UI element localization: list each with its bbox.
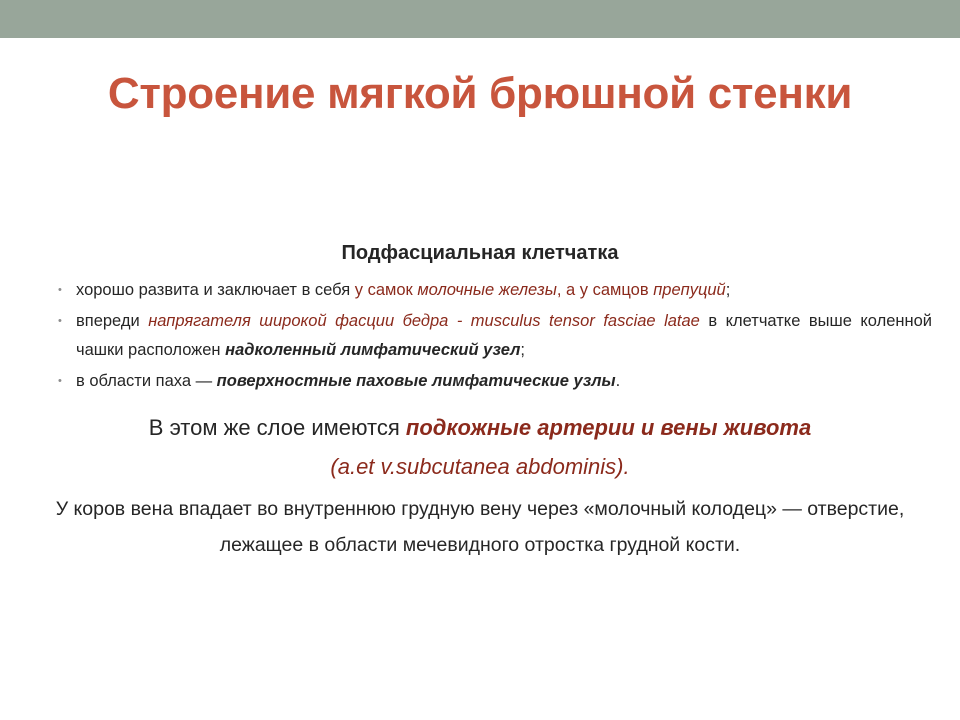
bullet-dot-icon: • (58, 284, 62, 296)
slide-title: Строение мягкой брюшной стенки (107, 69, 853, 118)
list-item (58, 276, 932, 305)
text-run: . (615, 372, 621, 390)
text-run: хорошо развита и заключает в себя (76, 281, 355, 299)
text-run-bold-italic: поверхностные паховые лимфатические узлы (216, 372, 616, 390)
bullet-list (58, 276, 932, 398)
text-run: ; (725, 281, 731, 299)
text-run-accent-italic: напрягателя широкой фасции бедра - musculus tensor fasciae latae (148, 312, 700, 330)
layer-statement (0, 412, 960, 444)
bullet-dot-icon: • (58, 315, 62, 327)
layer-emphasis: подкожные артерии и вены живота (405, 415, 812, 440)
text-run-accent-italic: препуций (653, 281, 726, 299)
text-run: впереди (76, 312, 149, 330)
text-run: в клетчатке выше коленной чашки расположен (76, 312, 933, 359)
text-run: ; (520, 341, 525, 359)
list-item (58, 367, 932, 396)
text-run-accent: у самок (354, 281, 418, 299)
cow-paragraph: У коров вена впадает во внутреннюю грудную вену через «молочный колодец» — отверстие, лежащее в области мечевидного отростка грудной кости. (55, 498, 905, 556)
text-run-accent: , а у самцов (556, 281, 654, 299)
text-run: в области паха — (76, 372, 217, 390)
section-subheading: Подфасциальная клетчатка (341, 242, 619, 264)
text-run-bold-italic: надколенный лимфатический узел (225, 341, 521, 359)
text-run: В этом же слое имеются (148, 415, 406, 440)
latin-name: (a.et v.subcutanea abdominis). (330, 454, 630, 479)
bullet-dot-icon: • (58, 375, 62, 387)
list-item (58, 307, 932, 365)
text-run-accent-italic: молочные железы (417, 281, 557, 299)
